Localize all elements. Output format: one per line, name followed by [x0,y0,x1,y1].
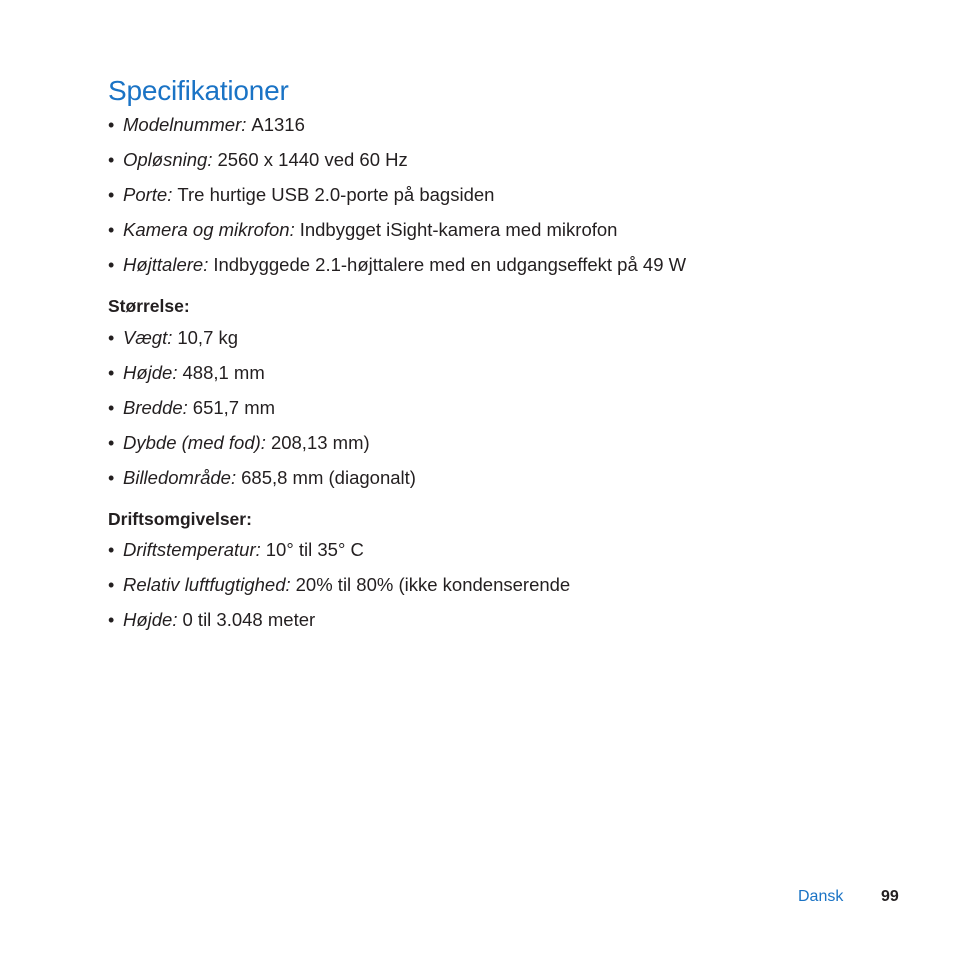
spec-label: Højttalere: [123,254,209,275]
bullet: • [108,433,115,453]
bullet: • [108,363,115,383]
list-item [108,539,570,574]
list-item [108,114,686,149]
spec-label: Dybde (med fod): [123,432,266,453]
spec-label: Højde: [123,609,178,630]
spec-label: Relativ luftfugtighed: [123,574,291,595]
bullet: • [108,610,115,630]
bullet: • [108,185,115,205]
list-item [108,254,686,289]
spec-value: 10° til 35° C [265,539,364,560]
bullet: • [108,575,115,595]
list-item [108,397,416,432]
footer-language: Dansk [798,888,844,905]
spec-label: Bredde: [123,397,188,418]
spec-label: Kamera og mikrofon: [123,219,295,240]
spec-label: Vægt: [123,327,173,348]
list-item [108,184,686,219]
spec-value: 651,7 mm [192,397,276,418]
list-item [108,219,686,254]
spec-value: 10,7 kg [177,327,239,348]
spec-value: 685,8 mm (diagonalt) [241,467,416,488]
spec-label: Opløsning: [123,149,213,170]
environment-heading: Driftsomgivelser: [108,509,252,529]
environment-spec-list [108,539,570,644]
list-item [108,609,570,644]
page-number: 99 [881,888,899,905]
list-item [108,327,416,362]
size-spec-list [108,327,416,502]
list-item [108,149,686,184]
bullet: • [108,115,115,135]
spec-label: Billedområde: [123,467,237,488]
spec-value: 0 til 3.048 meter [182,609,316,630]
spec-value: Indbygget iSight-kamera med mikrofon [299,219,618,240]
spec-value: Tre hurtige USB 2.0-porte på bagsiden [177,184,495,205]
bullet: • [108,398,115,418]
bullet: • [108,255,115,275]
bullet: • [108,468,115,488]
spec-value: A1316 [251,114,305,135]
spec-label: Højde: [123,362,178,383]
size-heading: Størrelse: [108,296,190,316]
spec-value: 2560 x 1440 ved 60 Hz [217,149,408,170]
spec-value: 208,13 mm) [270,432,370,453]
bullet: • [108,540,115,560]
spec-value: 488,1 mm [182,362,265,383]
spec-label: Porte: [123,184,173,205]
page-title: Specifikationer [108,75,289,106]
list-item [108,432,416,467]
spec-label: Modelnummer: [123,114,247,135]
spec-label: Driftstemperatur: [123,539,261,560]
list-item [108,467,416,502]
list-item [108,574,570,609]
spec-value: Indbyggede 2.1-højttalere med en udgangseffekt på 49 W [213,254,687,275]
general-spec-list [108,114,686,289]
bullet: • [108,150,115,170]
spec-value: 20% til 80% (ikke kondenserende [295,574,571,595]
list-item [108,362,416,397]
bullet: • [108,328,115,348]
bullet: • [108,220,115,240]
